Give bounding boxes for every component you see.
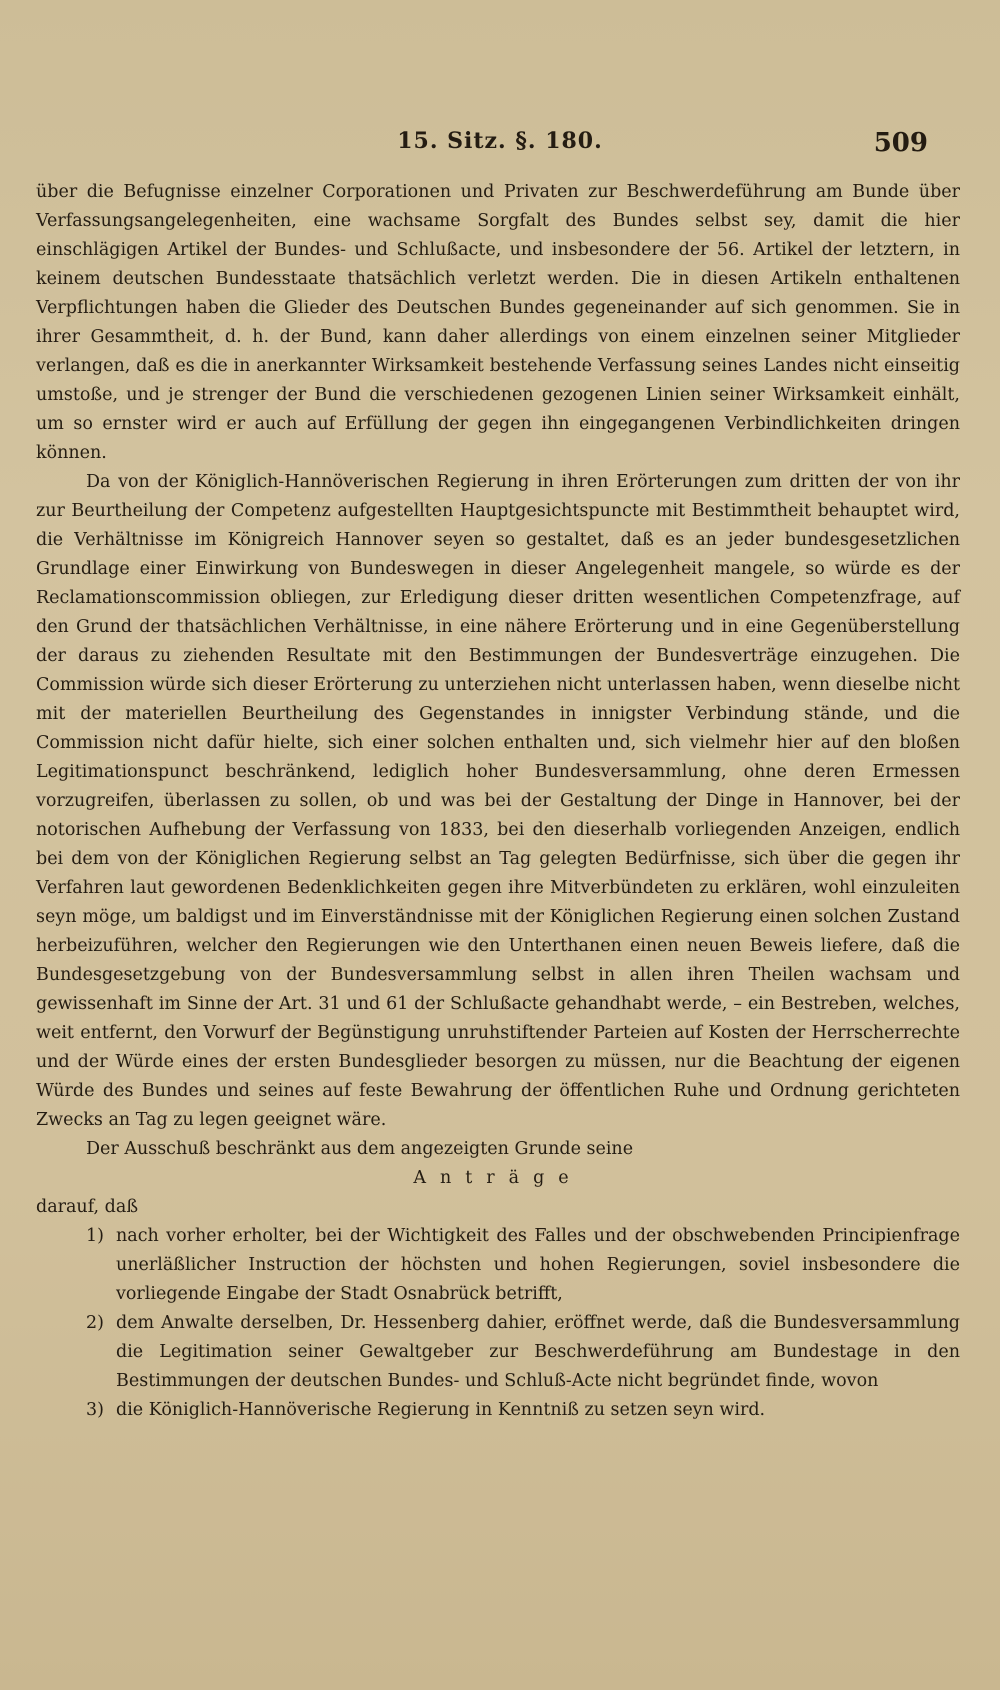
list-item-text: dem Anwalte derselben, Dr. Hessenberg dahier, eröffnet werde, daß die Bundesversammlung die Legitimation seiner Gewaltgeber zur Beschwerdeführung am Bundestage in den Bestimmungen der deutschen Bundes- und Schluß-Acte nicht begründet finde, wovon — [116, 1313, 960, 1391]
list-item-text: nach vorher erholter, bei der Wichtigkeit des Falles und der obschwebenden Principienfrage unerläßlicher Instruction der höchsten und hohen Regierungen, soviel insbesondere die vorliegende Eingabe der Stadt Osnabrück betrifft, — [116, 1226, 960, 1304]
document-body — [36, 178, 960, 1425]
list-item-number: 2) — [86, 1313, 104, 1333]
paragraph-1: über die Befugnisse einzelner Corporationen und Privaten zur Beschwerdeführung am Bunde über Verfassungsangelegenheiten, eine wachsame Sorgfalt des Bundes selbst sey, damit die hier einschlägigen Artikel der Bundes- und Schlußacte, und insbesondere der 56. Artikel der letztern, in keinem deutschen Bundesstaate thatsächlich verletzt werden. Die in diesen Artikeln enthaltenen Verpflichtungen haben die Glieder des Deutschen Bundes gegeneinander auf sich genommen. Sie in ihrer Gesammtheit, d. h. der Bund, kann daher allerdings von einem einzelnen seiner Mitglieder verlangen, daß es die in anerkannter Wirksamkeit bestehende Verfassung seines Landes nicht einseitig umstoße, und je strenger der Bund die verschiedenen gezogenen Linien seiner Wirksamkeit einhält, um so ernster wird er auch auf Erfüllung der gegen ihn eingegangenen Verbindlichkeiten dringen können. — [36, 182, 960, 463]
list-item-2 — [36, 1309, 960, 1396]
list-item-number: 3) — [86, 1400, 104, 1420]
list-item-1 — [36, 1222, 960, 1309]
darauf-line: darauf, daß — [36, 1197, 139, 1217]
list-item-text: die Königlich-Hannöverische Regierung in Kenntniß zu setzen seyn wird. — [116, 1400, 766, 1420]
paragraph-2: Da von der Königlich-Hannöverischen Regierung in ihren Erörterungen zum dritten der von ihr zur Beurtheilung der Competenz aufgestellten Hauptgesichtspuncte mit Bestimmtheit behauptet wird, die Verhältnisse im Königreich Hannover seyen so gestaltet, daß es an jeder bundesgesetzlichen Grundlage einer Einwirkung von Bundeswegen in dieser Angelegenheit mangele, so würde es der Reclamationscommission obliegen, zur Erledigung dieser dritten wesentlichen Competenzfrage, auf den Grund der thatsächlichen Verhältnisse, in eine nähere Erörterung und in eine Gegenüberstellung der daraus zu ziehenden Resultate mit den Bestimmungen der Bundesverträge einzugehen. Die Commission würde sich dieser Erörterung zu unterziehen nicht unterlassen haben, wenn dieselbe nicht mit der materiellen Beurtheilung des Gegenstandes in innigster Verbindung stände, und die Commission nicht dafür hielte, sich einer solchen enthalten und, sich vielmehr hier auf den bloßen Legitimationspunct beschränkend, lediglich hoher Bundesversammlung, ohne deren Ermessen vorzugreifen, überlassen zu sollen, ob und was bei der Gestaltung der Dinge in Hannover, bei der notorischen Aufhebung der Verfassung von 1833, bei den dieserhalb vorliegenden Anzeigen, endlich bei dem von der Königlichen Regierung selbst an Tag gelegten Bedürfnisse, sich über die gegen ihr Verfahren laut gewordenen Bedenklichkeiten gegen ihre Mitverbündeten zu erklären, wohl einzuleiten seyn möge, um baldigst und im Einverständnisse mit der Königlichen Regierung einen solchen Zustand herbeizuführen, welcher den Regierungen wie den Unterthanen einen neuen Beweis liefere, daß die Bundesgesetzgebung von der Bundesversammlung selbst in allen ihren Theilen wachsam und gewissenhaft im Sinne der Art. 31 und 61 der Schlußacte gehandhabt werde, – ein Bestreben, welches, weit entfernt, den Vorwurf der Begünstigung unruhstiftender Parteien auf Kosten der Herrscherrechte und der Würde eines der ersten Bundesglieder besorgen zu müssen, nur die Beachtung der eigenen Würde des Bundes und seines auf feste Bewahrung der öffentlichen Ruhe und Ordnung gerichteten Zwecks an Tag zu legen geeignet wäre. — [36, 472, 960, 1130]
page-number: 509 — [873, 128, 928, 158]
section-heading-antraege: Anträge — [413, 1168, 583, 1188]
list-item-3 — [36, 1396, 960, 1425]
list-item-number: 1) — [86, 1226, 104, 1246]
running-title: 15. Sitz. §. 180. — [397, 128, 603, 154]
page-header — [40, 128, 960, 168]
paragraph-3: Der Ausschuß beschränkt aus dem angezeigten Grunde seine — [86, 1139, 634, 1159]
